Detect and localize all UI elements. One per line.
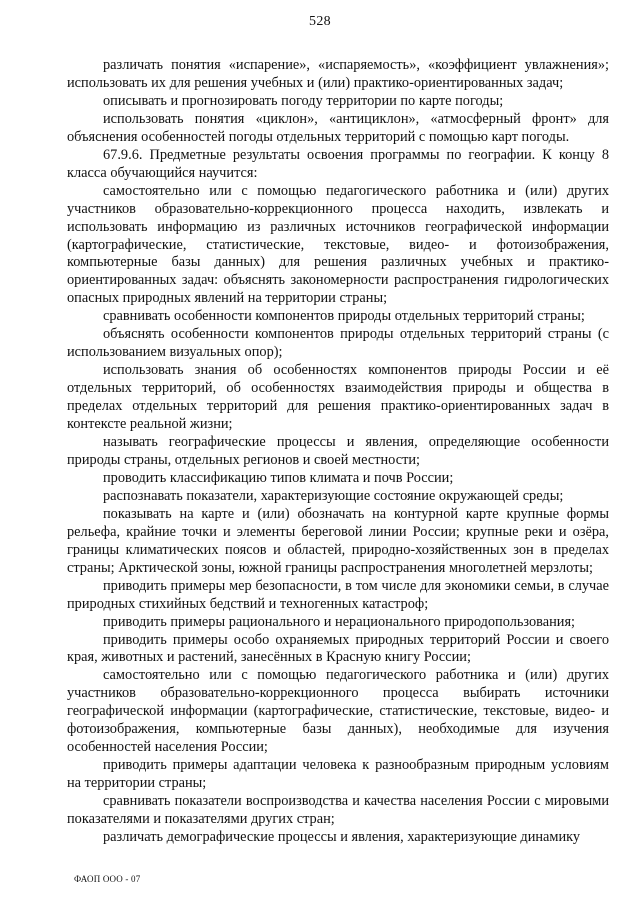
paragraph: приводить примеры особо охраняемых природных территорий России и своего края, животных и растений, занесённых в Красную книгу России;: [67, 631, 609, 666]
paragraph: распознавать показатели, характеризующие состояние окружающей среды;: [103, 487, 564, 504]
paragraph: приводить примеры мер безопасности, в том числе для экономики семьи, в случае природных стихийных бедствий и техногенных катастроф;: [67, 577, 609, 612]
paragraph: сравнивать показатели воспроизводства и качества населения России с мировыми показателями и показателями других стран;: [67, 793, 609, 828]
paragraph: использовать понятия «циклон», «антициклон», «атмосферный фронт» для объяснения особенностей погоды отдельных территорий с помощью карт погоды.: [67, 110, 609, 145]
paragraph: объяснять особенности компонентов природы отдельных территорий страны (с использованием визуальных опор);: [67, 326, 609, 361]
paragraph: самостоятельно или с помощью педагогического работника и (или) других участников образовательно-коррекционного процесса выбирать источники географической информации (картографические, статистические, текстовые, видео- и фотоизображения, компьютерные базы данных), необходимые для изучения особенностей населения России;: [67, 667, 609, 756]
paragraph: самостоятельно или с помощью педагогического работника и (или) других участников образовательно-коррекционного процесса находить, извлекать и использовать информацию из различных источников географической информации (картографические, статистические, текстовые, видео- и фотоизображения, компьютерные базы данных) для решения различных учебных и практико-ориентированных задач: объяснять закономерности распространения гидрологических опасных природных явлений на территории страны;: [67, 182, 609, 307]
document-body: [67, 57, 609, 847]
page-number: 528: [309, 14, 331, 29]
footer-document-code: ФАОП ООО - 07: [74, 874, 141, 884]
paragraph: различать демографические процессы и явления, характеризующие динамику: [103, 828, 581, 845]
paragraph: описывать и прогнозировать погоду территории по карте погоды;: [103, 92, 504, 109]
paragraph: приводить примеры адаптации человека к разнообразным природным условиям на территории страны;: [67, 757, 609, 792]
paragraph: проводить классификацию типов климата и почв России;: [103, 469, 454, 486]
paragraph: различать понятия «испарение», «испаряемость», «коэффициент увлажнения»; использовать их для решения учебных и (или) практико-ориентированных задач;: [67, 57, 609, 91]
paragraph: использовать знания об особенностях компонентов природы России и её отдельных территорий, об особенностях взаимодействия природы и общества в пределах отдельных территорий для решения практико-ориентированных задач в контексте реальной жизни;: [67, 362, 609, 433]
section-heading-paragraph: 67.9.6. Предметные результаты освоения программы по географии. К концу 8 класса обучающийся научится:: [67, 146, 609, 181]
paragraph: сравнивать особенности компонентов природы отдельных территорий страны;: [103, 308, 585, 325]
paragraph: называть географические процессы и явления, определяющие особенности природы страны, отдельных регионов и своей местности;: [67, 434, 609, 468]
paragraph: показывать на карте и (или) обозначать на контурной карте крупные формы рельефа, крайние точки и элементы береговой линии России; крупные реки и озёра, границы климатических поясов и областей, природно-хозяйственных зон в пределах страны; Арктической зоны, южной границы распространения многолетней мерзлоты;: [67, 505, 609, 576]
paragraph: приводить примеры рационального и нерационального природопользования;: [103, 613, 576, 630]
